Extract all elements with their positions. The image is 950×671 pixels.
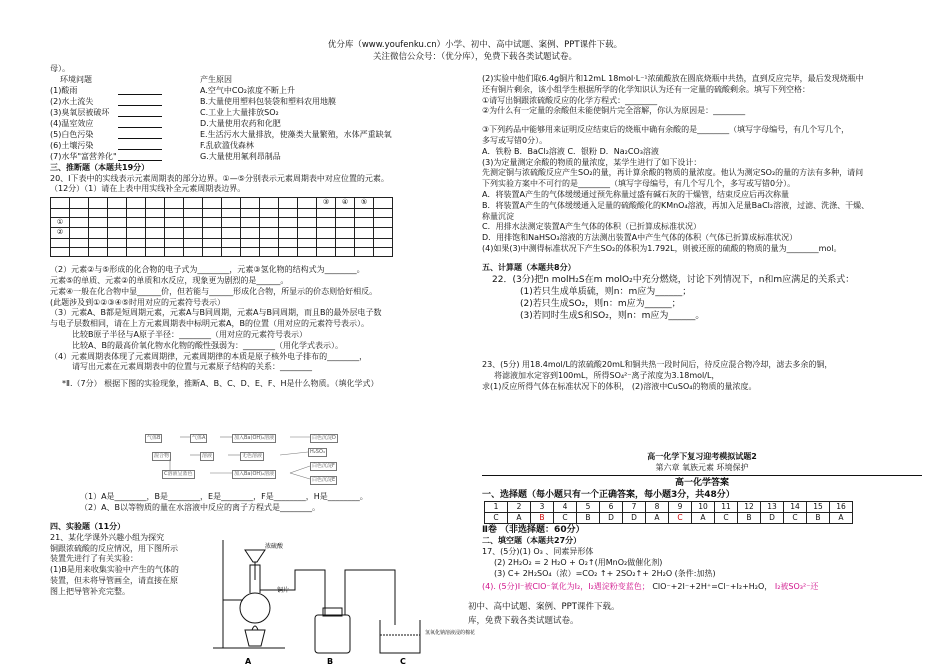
flow-c-blue: C溶液呈蓝色 (164, 471, 193, 477)
ptable-cell[interactable] (317, 238, 336, 247)
ptable-cell[interactable]: ⑤ (355, 198, 374, 208)
env-table-head (50, 75, 470, 86)
flow-clear: 无色溶液 (242, 453, 263, 459)
q20-2: （2）元素②与⑤形成的化合物的电子式为________，元素③氢化物的结构式为________。 (50, 265, 365, 275)
ptable-cell[interactable] (165, 217, 184, 227)
q21-line: 铜跟浓硫酸的反应情况，用下图所示 (50, 543, 178, 553)
env-answer-blank[interactable] (118, 130, 162, 139)
answer-number: 4 (554, 501, 577, 512)
flow-white-d: 白色沉淀D (312, 435, 336, 441)
flow-mixture: 混合物 (154, 453, 170, 459)
q20-3d: 比较A、B的最高价氧化物水化物的酸性强弱为：________（用化学式表示）。 (72, 340, 343, 350)
ptable-cell[interactable] (70, 198, 89, 208)
answer-letter: B (577, 513, 600, 524)
ptable-cell[interactable] (241, 238, 260, 247)
section-4-title: 四、实验题（11分） (50, 522, 126, 531)
ptable-cell[interactable] (89, 217, 108, 227)
answer-number: 3 (531, 501, 554, 512)
header-line-2: 关注微信公众号：（优分库），免费下载各类试题试卷。 (372, 52, 577, 62)
ptable-cell[interactable] (317, 228, 336, 238)
left-lower (80, 492, 480, 514)
q21-line: 装置，但未将导管画全，请直接在原 (50, 575, 178, 585)
flow-white-f: 白色沉淀F (312, 463, 335, 469)
ptable-cell[interactable] (127, 228, 146, 238)
env-answer-blank[interactable] (118, 86, 162, 95)
env-answer-blank[interactable] (118, 97, 162, 106)
ptable-cell[interactable] (70, 208, 89, 217)
left-column (50, 64, 470, 390)
r-q3g: C．用排水法测定装置A产生气体的体积（已折算成标准状况） (482, 222, 702, 232)
ptable-cell[interactable] (51, 208, 70, 217)
answer-letter: B (807, 513, 830, 524)
env-problem: (2)水土流失 (50, 96, 94, 106)
ptable-cell[interactable]: ② (51, 228, 70, 238)
env-row (50, 108, 470, 119)
ptable-cell[interactable] (203, 247, 222, 256)
ptable-cell[interactable] (165, 238, 184, 247)
r-q3d: A．将装置A产生的气体缓缓通过预先称量过盛有碱石灰的干燥管，结束反应后再次称量 (482, 189, 789, 199)
flow-h2so4: H₂SO₄ (310, 449, 325, 455)
r-q3f: 称量沉淀 (482, 211, 514, 221)
env-cause: A.空气中CO₂浓度不断上升 (200, 85, 295, 95)
ptable-cell[interactable] (298, 198, 317, 208)
q20-3: （3）元素A、B都是短周期元素，元素A与B同周期，元素A与B同周期，而且B的最外层电子数 (50, 308, 382, 318)
ptable-cell[interactable] (374, 228, 393, 238)
ptable-cell[interactable] (89, 198, 108, 208)
ptable-cell[interactable] (184, 247, 203, 256)
answer-letter: C (669, 513, 692, 524)
ptable-cell[interactable] (89, 238, 108, 247)
ptable-cell[interactable] (165, 247, 184, 256)
env-problem: (1)酸雨 (50, 85, 78, 95)
r-q2b: 还有铜片剩余，该小组学生根据所学的化学知识认为还有一定量的硫酸剩余。填写下列空格： (482, 84, 810, 94)
ptable-cell[interactable] (70, 228, 89, 238)
env-cause: C.工业上大量排放SO₂ (200, 107, 279, 117)
answer-number: 2 (508, 501, 531, 512)
ptable-cell[interactable] (241, 198, 260, 208)
ptable-cell[interactable] (260, 247, 279, 256)
r-q23c: 求(1)反应所得气体在标准状况下的体积， (2)溶液中CuSO₄的物质的量浓度。 (482, 381, 757, 391)
r-q22-1: (1)若只生成单质硫，则n：m应为______； (520, 286, 692, 297)
pre-text: 母）。 (50, 64, 70, 73)
q21-line: 装置先进行了有关实验： (50, 554, 138, 564)
a17-4b: ClO⁻+2I⁻+2H⁺=Cl⁻+I₂+H₂O， (652, 582, 773, 592)
cause-head: 产生原因 (200, 74, 232, 84)
ptable-cell[interactable] (260, 228, 279, 238)
answer-section-2: 二、填空题（本题共27分） (482, 536, 582, 546)
env-rows (50, 86, 470, 163)
q20-1-text: （12分）（1）请在上表中用实线补全元素周期表边界。 (50, 184, 246, 194)
ptable-cell[interactable] (279, 247, 298, 256)
ptable-cell[interactable] (146, 238, 165, 247)
ptable-cell[interactable] (222, 217, 241, 227)
label-copper: 铜片 (277, 587, 290, 594)
flow-chart (140, 430, 380, 488)
left-exp (50, 522, 230, 598)
a17-4a: (4). (5分)I⁻被ClO⁻氧化为I₂，I₂遇淀粉变蓝色； (482, 582, 650, 592)
answer-letter: B (531, 513, 554, 524)
ptable-cell[interactable] (165, 228, 184, 238)
r-q22: 22．(3分)把n molH₂S在m molO₂中充分燃烧，讨论下列情况下，n和m应满足的关系式： (492, 274, 855, 285)
ptable-cell[interactable] (203, 217, 222, 227)
ptable-cell[interactable] (165, 208, 184, 217)
r-q3b: 先测定铜与浓硫酸反应产生SO₂的量，再计算余酸的物质的量浓度。他认为测定SO₂的量的方法有多种，请问 (482, 168, 864, 178)
ptable-cell[interactable] (336, 208, 355, 217)
env-cause: E.生活污水大量排放，使藻类大量繁殖，水体严重缺氧 (200, 129, 392, 139)
ptable-cell[interactable] (355, 247, 374, 256)
q21-text (50, 533, 230, 598)
ptable-cell[interactable] (203, 238, 222, 247)
ptable-cell[interactable] (260, 238, 279, 247)
ptable-cell[interactable] (374, 238, 393, 247)
footer-line-1: 初中、高中试题、案例、PPT课件下载。 (468, 602, 620, 612)
ptable-cell[interactable] (317, 217, 336, 227)
ptable-cell[interactable] (279, 198, 298, 208)
ptable-cell[interactable] (222, 228, 241, 238)
exam-2-subtitle: 第六章 氧族元素 环境保护 (655, 462, 749, 472)
apparatus-diagram (205, 530, 476, 668)
answer-number: 16 (830, 501, 853, 512)
ptable-cell[interactable] (317, 208, 336, 217)
ptable-cell[interactable] (70, 238, 89, 247)
ptable-cell[interactable] (146, 198, 165, 208)
ptable-cell[interactable] (184, 198, 203, 208)
answer-number: 10 (692, 501, 715, 512)
r-q2e: ③下列药品中能够用来证明反应结束后的烧瓶中确有余酸的是________（填写字母编号，有几个写几个， (482, 125, 850, 135)
ptable-cell[interactable] (108, 238, 127, 247)
flow-white-e: 白色沉淀E (312, 477, 336, 483)
ptable-cell[interactable] (336, 247, 355, 256)
r-q23: 23、(5分) 用18.4mol/L的浓硫酸20mL和铜共热一段时间后，待反应混合物冷却，滤去多余的铜， (482, 360, 833, 370)
r-q2g: A．铁粉 B．BaCl₂溶液 C．银粉 D．Na₂CO₃溶液 (482, 146, 659, 156)
answer-number: 7 (623, 501, 646, 512)
a17: 17、(5分)(1) O₃ 、同素异形体 (482, 547, 594, 557)
ptable-cell[interactable] (279, 217, 298, 227)
ptable-cell[interactable] (203, 228, 222, 238)
ptable-cell[interactable] (203, 208, 222, 217)
a17-4c: I₂被SO₃²⁻还 (774, 582, 819, 592)
ptable-cell[interactable] (241, 247, 260, 256)
ptable-cell[interactable] (355, 208, 374, 217)
ptable-cell[interactable] (298, 238, 317, 247)
ptable-cell[interactable] (127, 247, 146, 256)
ptable-cell[interactable] (374, 247, 393, 256)
q2-2: （2）A、B以等物质的量在水溶液中反应的离子方程式是________。 (80, 502, 321, 512)
q20-text: 20、Ⅰ下表中的实线表示元素周期表的部分边界。①—⑤分别表示元素周期表中对应位置的元素。 (50, 173, 389, 183)
r-q2d: ②为什么有一定量的余酸但未能使铜片完全溶解，你认为原因是：________ (482, 106, 746, 116)
ptable-cell[interactable] (374, 208, 393, 217)
env-cause: F.乱砍滥伐森林 (200, 140, 254, 150)
q20-2d: (此题涉及到①②③④⑤时用对应的元素符号表示） (50, 297, 225, 307)
env-answer-blank[interactable] (118, 119, 162, 128)
q20-4b: 请写出元素在元素周期表中的位置与元素原子结构的关系：________ (72, 362, 312, 372)
ptable-cell[interactable] (336, 217, 355, 227)
answer-letter: B (738, 513, 761, 524)
answer-letter: A (692, 513, 715, 524)
r-q4: (4)如果(3)中测得标准状况下产生SO₂的体积为1.792L，则被还原的硫酸的物质的量为________mol。 (482, 243, 842, 253)
ptable-cell[interactable] (374, 198, 393, 208)
ptable-cell[interactable] (51, 247, 70, 256)
env-problem: (3)臭氧层被破坏 (50, 107, 110, 117)
env-answer-blank[interactable] (118, 141, 162, 150)
ptable-cell[interactable] (146, 247, 165, 256)
answer-letter: A (830, 513, 853, 524)
env-cause: G.大量使用氟利昂制品 (200, 151, 281, 161)
ptable-cell[interactable] (108, 217, 127, 227)
env-cause: D.大量使用农药和化肥 (200, 118, 281, 128)
ptable-cell[interactable] (355, 217, 374, 227)
q21-line: 图上把导管补充完整。 (50, 586, 130, 596)
r-q2c: ①请写出铜跟浓硫酸反应的化学方程式：________ (482, 95, 658, 105)
ptable-cell[interactable] (336, 238, 355, 247)
ptable-cell[interactable] (222, 247, 241, 256)
flow-add-baoh: 加入Ba(OH)₂溶液 (234, 435, 275, 441)
r-q2f: 多写或写错0分）。 (482, 135, 548, 145)
answer-number: 9 (669, 501, 692, 512)
ptable-cell[interactable] (184, 217, 203, 227)
a17-2: (2) 2H₂O₂ = 2 H₂O + O₂↑(用MnO₂做催化剂) (494, 557, 663, 567)
answer-letter: D (600, 513, 623, 524)
ptable-cell[interactable] (146, 208, 165, 217)
q2-1: （1）A是________，B是________，E是________，F是________，H是________。 (80, 492, 368, 501)
env-cause: B.大量使用塑料包装袋和塑料农用地膜 (200, 96, 337, 106)
q20-3c: 比较B原子半径与A原子半径：________（用对应的元素符号表示） (72, 329, 307, 339)
ptable-cell[interactable] (241, 217, 260, 227)
ptable-cell[interactable] (108, 228, 127, 238)
answer-number: 6 (600, 501, 623, 512)
answer-letter: C (715, 513, 738, 524)
ptable-cell[interactable] (298, 228, 317, 238)
ptable-cell[interactable] (317, 247, 336, 256)
env-answer-blank[interactable] (118, 152, 162, 161)
q20-3b: 与电子层数相同，请在上方元素周期表中标明元素A，B的位置（用对应的元素符号表示）。 (50, 319, 369, 329)
ptable-cell[interactable] (127, 238, 146, 247)
q20-2b: 元素⑤的单质、元素②的单质和水反应，现象更为剧烈的是______。 (50, 275, 289, 285)
flow-add-baoh-2: 加入Ba(OH)₂溶液 (234, 471, 275, 477)
ptable-cell[interactable] (241, 208, 260, 217)
ptable-cell[interactable] (222, 208, 241, 217)
answer-number: 13 (761, 501, 784, 512)
ptable-cell[interactable] (355, 238, 374, 247)
env-problem: (7)水华"富营养化" (50, 151, 117, 161)
ptable-cell[interactable] (184, 208, 203, 217)
header-line-1: 优分库（www.youfenku.cn）小学、初中、高中试题、案例、PPT课件下载。 (327, 40, 623, 50)
periodic-table-grid[interactable] (50, 197, 470, 261)
r-q2: (2)实验中他们取6.4g铜片和12mL 18mol·L⁻¹浓硫酸放在圆底烧瓶中共热，直到反应完毕，最后发现烧瓶中 (482, 74, 864, 83)
q2-text: *Ⅱ.（7分） 根据下图的实验现象，推断A、B、C、D、E、F、H是什么物质。（填化学式） (62, 379, 379, 389)
ptable-cell[interactable] (108, 247, 127, 256)
answer-table (484, 501, 853, 524)
ptable-cell[interactable] (51, 238, 70, 247)
ptable-cell[interactable] (89, 247, 108, 256)
ptable-cell[interactable] (51, 198, 70, 208)
answer-number: 1 (485, 501, 508, 512)
ptable-cell[interactable] (279, 238, 298, 247)
label-C: C (400, 657, 406, 666)
answer-letter: C (784, 513, 807, 524)
ptable-cell[interactable] (70, 217, 89, 227)
env-head: 环境问题 (60, 74, 92, 84)
section-5-title: 五、计算题（本题共8分） (482, 262, 576, 272)
ptable-cell[interactable] (298, 217, 317, 227)
ptable-cell[interactable] (108, 208, 127, 217)
ptable-cell[interactable] (298, 247, 317, 256)
env-answer-blank[interactable] (118, 108, 162, 117)
env-row (50, 152, 470, 163)
flow-solution: 溶液 (202, 453, 213, 459)
answer-title: 高一化学答案 (674, 477, 729, 488)
answer-section (482, 452, 922, 593)
ptable-cell[interactable] (127, 208, 146, 217)
label-B: B (327, 657, 334, 666)
answer-number: 15 (807, 501, 830, 512)
ptable-cell[interactable] (279, 228, 298, 238)
env-problem: (6)土壤污染 (50, 140, 94, 150)
q20-2c: 元素④一般在化合物中显______价，但若能与______形成化合物，所显示的价态则恰好相反。 (50, 286, 378, 296)
r-q22-2: (2)若只生成SO₂，则n：m应为______； (520, 298, 681, 309)
ptable-cell[interactable] (146, 228, 165, 238)
ptable-cell[interactable]: ④ (336, 198, 355, 208)
ptable-cell[interactable] (127, 198, 146, 208)
a17-3: (3) C+ 2H₂SO₄（浓）=CO₂ ↑+ 2SO₂↑+ 2H₂O (条件:加热) (494, 568, 716, 578)
ptable-cell[interactable] (374, 217, 393, 227)
ptable-cell[interactable] (203, 198, 222, 208)
env-row (50, 86, 470, 97)
ptable-cell[interactable] (355, 228, 374, 238)
ptable-cell[interactable] (89, 228, 108, 238)
answer-number: 12 (738, 501, 761, 512)
ptable-cell[interactable] (184, 228, 203, 238)
q21-line: (1)B是用来收集实验中产生的气体的 (50, 565, 179, 575)
ptable-cell[interactable] (89, 208, 108, 217)
flow-arrows (140, 430, 380, 488)
ptable-cell[interactable] (127, 217, 146, 227)
env-row (50, 141, 470, 152)
env-row (50, 119, 470, 130)
exam-2-title: 高一化学下复习迎考模拟试题2 (647, 452, 757, 461)
r-q3e: B．将装置A产生的气体缓缓通入足量的硫酸酸化的KMnO₄溶液，再加入足量BaCl₂溶液，过滤、洗涤、干燥、 (482, 200, 870, 210)
r-q3c: 下列实验方案中不可行的是________（填写字母编号，有几个写几个，多写或写错0分）。 (482, 179, 796, 189)
answer-number: 8 (646, 501, 669, 512)
ptable-cell[interactable] (70, 247, 89, 256)
flow-gas-b: 气体B (147, 435, 161, 441)
label-conc-acid: 浓硫酸 (265, 543, 284, 550)
footer-line-2: 库，免费下载各类试题试卷。 (468, 616, 579, 626)
answer-letter: A (508, 513, 531, 524)
q21-line: 21、某化学课外兴趣小组为探究 (50, 532, 165, 542)
answer-letter: C (554, 513, 577, 524)
ptable-cell[interactable] (336, 228, 355, 238)
ptable-cell[interactable]: ① (51, 217, 70, 227)
answer-letter: A (646, 513, 669, 524)
section-3-title: 三、推断题（本题共19分） (50, 162, 150, 172)
env-problem: (5)白色污染 (50, 129, 94, 139)
periodic-table[interactable] (50, 197, 393, 256)
env-problem: (4)温室效应 (50, 118, 94, 128)
flow-gas-a: 气体A (192, 435, 206, 441)
ptable-cell[interactable] (260, 208, 279, 217)
r-q23b: 将滤液加水定容到100mL，所得SO₄²⁻离子浓度为3.18mol/L， (494, 370, 720, 380)
ptable-cell[interactable] (165, 198, 184, 208)
label-A: A (245, 657, 252, 666)
ptable-cell[interactable] (184, 238, 203, 247)
r-q3h: D．用排饱和NaHSO₃溶液的方法测出装置A中产生气体的体积（气体已折算成标准状况） (482, 233, 798, 243)
ptable-cell[interactable] (279, 208, 298, 217)
answer-section-2-title: Ⅱ卷 （非选择题：60分） (482, 525, 585, 536)
ptable-cell[interactable] (222, 238, 241, 247)
ptable-cell[interactable] (241, 228, 260, 238)
label-naoh-cotton: 氢氧化钠溶液浸的棉花 (425, 630, 476, 636)
r-q3: (3)为定量测定余酸的物质的量浓度，某学生进行了如下设计： (482, 157, 702, 167)
ptable-cell[interactable] (108, 198, 127, 208)
answer-letter: D (623, 513, 646, 524)
answer-number: 5 (577, 501, 600, 512)
ptable-cell[interactable] (260, 217, 279, 227)
env-row (50, 97, 470, 108)
answer-number: 14 (784, 501, 807, 512)
q20-4: （4）元素周期表体现了元素周期律，元素周期律的本质是原子核外电子排布的________， (50, 351, 368, 361)
ptable-cell[interactable] (260, 198, 279, 208)
env-row (50, 130, 470, 141)
answer-letter: C (485, 513, 508, 524)
ptable-cell[interactable]: ③ (317, 198, 336, 208)
answer-letter: D (761, 513, 784, 524)
ptable-cell[interactable] (222, 198, 241, 208)
answer-number: 11 (715, 501, 738, 512)
right-column (482, 74, 922, 393)
ptable-cell[interactable] (298, 208, 317, 217)
r-q22-3: (3)若同时生成S和SO₂，则n：m应为______。 (520, 310, 705, 321)
answer-section-1: 一、选择题（每小题只有一个正确答案，每小题3分，共48分） (482, 489, 735, 500)
ptable-cell[interactable] (146, 217, 165, 227)
